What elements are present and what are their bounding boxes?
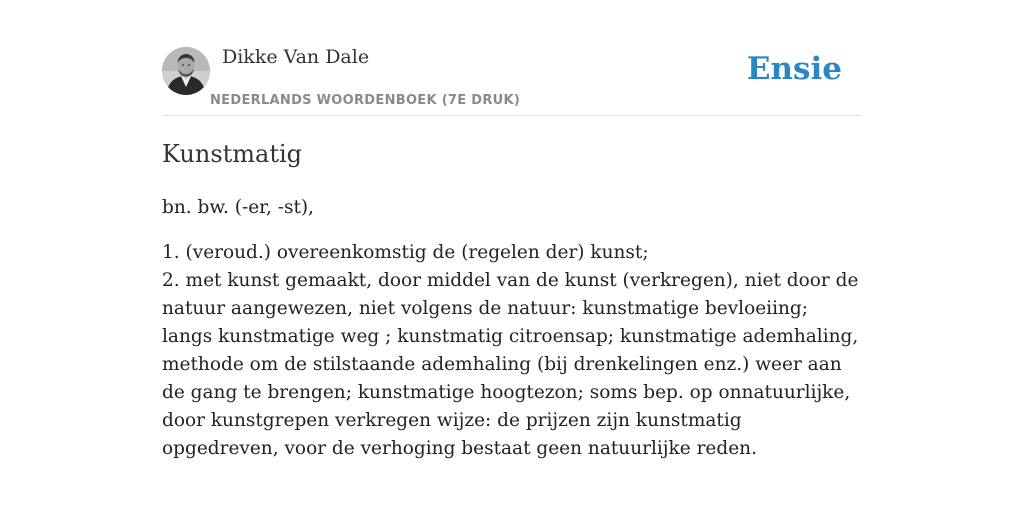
author-avatar[interactable] bbox=[162, 47, 210, 95]
entry-card bbox=[162, 0, 862, 512]
entry-title: Kunstmatig bbox=[162, 140, 303, 168]
entry-grammar: bn. bw. (-er, -st), bbox=[162, 197, 315, 218]
definition-item: 1. (veroud.) overeenkomstig de (regelen der) kunst; bbox=[162, 242, 649, 263]
entry-header bbox=[162, 0, 862, 116]
source-label[interactable]: NEDERLANDS WOORDENBOEK (7E DRUK) bbox=[210, 93, 521, 108]
author-name[interactable]: Dikke Van Dale bbox=[222, 46, 370, 68]
entry-definitions bbox=[162, 239, 862, 463]
portrait-icon bbox=[162, 47, 210, 95]
brand-logo[interactable]: Ensie bbox=[746, 51, 842, 87]
definition-item: 2. met kunst gemaakt, door middel van de kunst (verkregen), niet door de natuur aangewezen, niet volgens de natuur: kunstmatige bevloeiing; langs kunstmatige weg ; kunstmatig citroensap; kunstmatige ademhaling, methode om de stilstaande ademhaling (bij drenkelingen enz.) weer aan de gang te brengen; kunstmatige hoogtezon; soms bep. op onnatuurlijke, door kunstgrepen verkregen wijze: de prijzen zijn kunstmatig opgedreven, voor de verhoging bestaat geen natuurlijke reden. bbox=[162, 270, 859, 459]
